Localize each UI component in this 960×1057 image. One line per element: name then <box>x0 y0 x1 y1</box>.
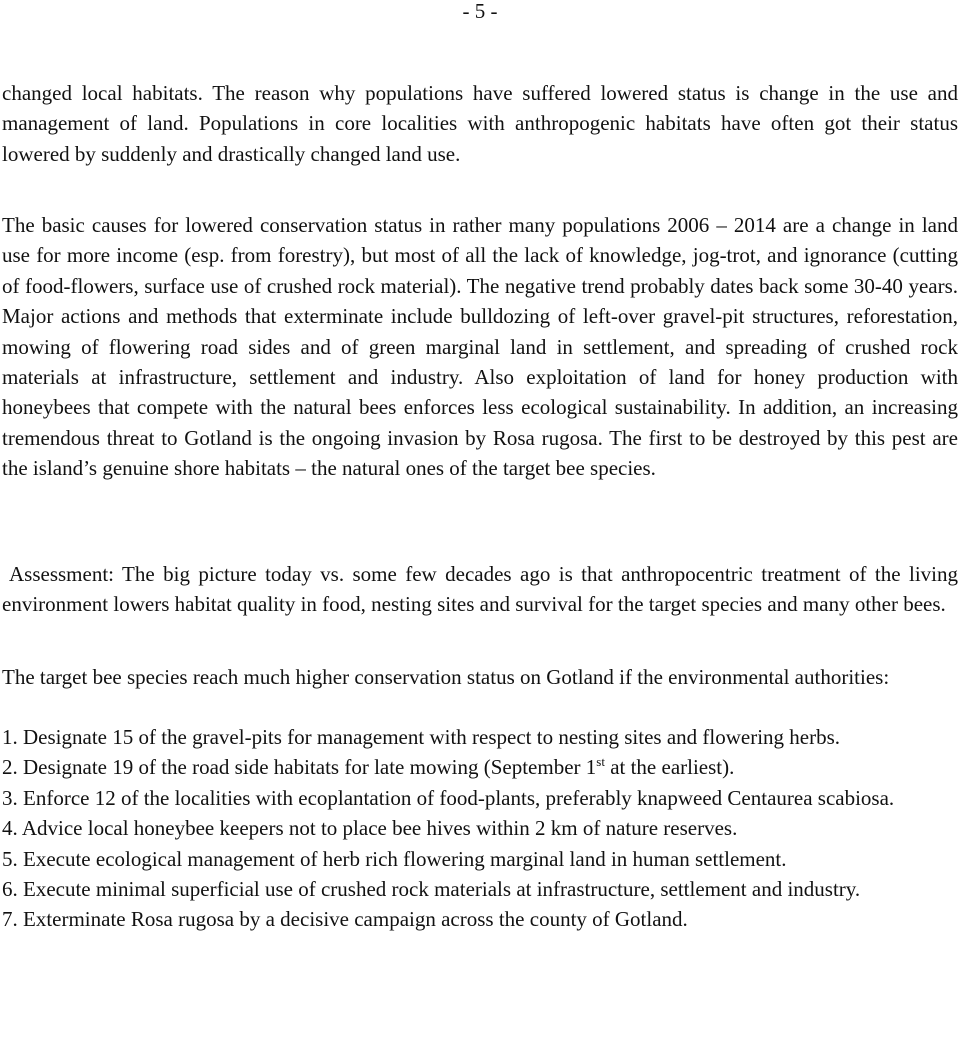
recommendations-list <box>2 722 958 935</box>
paragraph-habitat-change: changed local habitats. The reason why populations have suffered lowered status is change in the use and management of land. Populations in core localities with anthropogenic habitats have often got their status lowered by suddenly and drastically changed land use. <box>2 81 958 166</box>
list-item-text: 2. Designate 19 of the road side habitats for late mowing (September 1 <box>2 755 597 780</box>
list-item-text: at the earliest). <box>604 755 735 780</box>
list-item: 4. Advice local honeybee keepers not to place bee hives within 2 km of nature reserves. <box>2 816 738 841</box>
list-item <box>2 752 958 782</box>
list-item: 5. Execute ecological management of herb rich flowering marginal land in human settlement. <box>2 846 787 871</box>
list-item: 1. Designate 15 of the gravel-pits for management with respect to nesting sites and flowering herbs. <box>2 725 841 749</box>
paragraph-authorities-intro: The target bee species reach much higher conservation status on Gotland if the environmental authorities: <box>2 665 890 689</box>
ordinal-suffix: st <box>596 754 605 770</box>
list-item: 3. Enforce 12 of the localities with ecoplantation of food-plants, preferably knapweed Centaurea scabiosa. <box>2 785 895 810</box>
list-item: 6. Execute minimal superficial use of crushed rock materials at infrastructure, settlement and industry. <box>2 877 861 902</box>
paragraph-basic-causes: The basic causes for lowered conservation status in rather many populations 2006 – 2014 are a change in land use for more income (esp. from forestry), but most of all the lack of knowledge, jog-trot, and ignorance (cutting of food-flowers, surface use of crushed rock material). The negative trend probably dates back some 30-40 years. Major actions and methods that exterminate include bulldozing of left-over gravel-pit structures, reforestation, mowing of flowering road sides and of green marginal land in settlement, and spreading of crushed rock materials at infrastructure, settlement and industry. Also exploitation of land for honey production with honeybees that compete with the natural bees enforces less ecological sustainability. In addition, an increasing tremendous threat to Gotland is the ongoing invasion by Rosa rugosa. The first to be destroyed by this pest are the island’s genuine shore habitats – the natural ones of the target bee species. <box>2 213 958 481</box>
list-item: 7. Exterminate Rosa rugosa by a decisive campaign across the county of Gotland. <box>2 907 688 932</box>
page-number: - 5 - <box>462 0 498 23</box>
paragraph-assessment: Assessment: The big picture today vs. some few decades ago is that anthropocentric treatment of the living environment lowers habitat quality in food, nesting sites and survival for the target species and many other bees. <box>2 562 958 617</box>
